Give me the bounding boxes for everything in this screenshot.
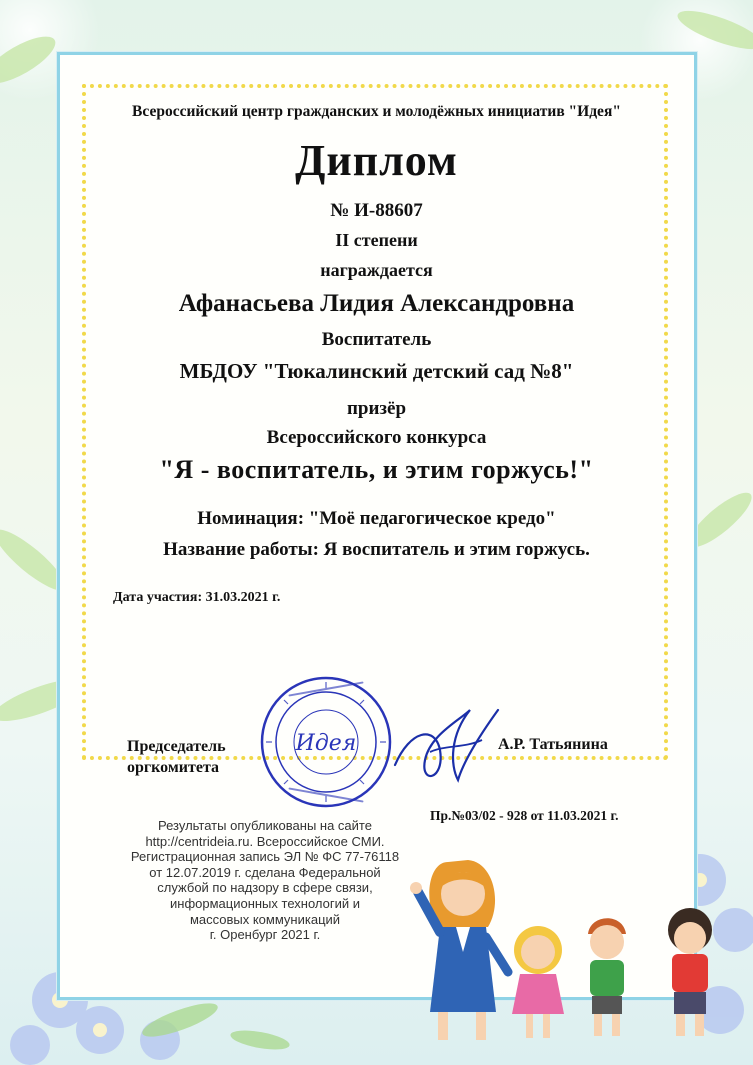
contest-name: "Я - воспитатель, и этим горжусь!" bbox=[159, 455, 594, 484]
boy-figure bbox=[588, 918, 626, 1036]
official-stamp bbox=[258, 674, 394, 810]
publication-line: http://centrideia.ru. Всероссийское СМИ. bbox=[145, 833, 385, 849]
award-place: призёр bbox=[346, 398, 407, 419]
signature bbox=[390, 690, 502, 800]
publication-line: Результаты опубликованы на сайте bbox=[158, 818, 372, 833]
order-number: Пр.№03/02 - 928 от 11.03.2021 г. bbox=[430, 808, 619, 823]
organization-name: Всероссийский центр гражданских и молодёжных инициатив "Идея" bbox=[132, 103, 621, 120]
signer-name: А.Р. Татьянина bbox=[498, 736, 608, 753]
chair-line-1: Председатель bbox=[127, 738, 226, 755]
stamp-center-text: Идея bbox=[295, 731, 357, 756]
publication-line: от 12.07.2019 г. сделана Федеральной bbox=[149, 864, 381, 880]
boy-figure bbox=[668, 908, 712, 1036]
publication-line: службой по надзору в сфере связи, bbox=[157, 880, 373, 896]
awarded-text: награждается bbox=[320, 260, 433, 280]
publication-line: массовых коммуникаций bbox=[189, 911, 341, 927]
diploma-degree: II степени bbox=[335, 230, 418, 250]
chair-line-2: оргкомитета bbox=[127, 759, 219, 776]
publication-info bbox=[112, 818, 418, 943]
institution-name: МБДОУ "Тюкалинский детский сад №8" bbox=[179, 359, 574, 383]
participation-date: Дата участия: 31.03.2021 г. bbox=[113, 590, 281, 605]
chair-title bbox=[127, 736, 226, 778]
publication-line: Регистрационная запись ЭЛ № ФС 77-76118 bbox=[130, 849, 400, 865]
teacher-figure bbox=[410, 860, 508, 1040]
work-title: Название работы: Я воспитатель и этим горжусь. bbox=[163, 539, 590, 560]
girl-figure bbox=[512, 926, 564, 1038]
publication-line: г. Оренбург 2021 г. bbox=[209, 927, 321, 943]
contest-label: Всероссийского конкурса bbox=[266, 427, 487, 448]
recipient-name: Афанасьева Лидия Александровна bbox=[178, 290, 575, 317]
publication-line: информационных технологий и bbox=[170, 895, 360, 911]
teacher-and-children-illustration bbox=[408, 842, 738, 1047]
nomination: Номинация: "Моё педагогическое кредо" bbox=[197, 508, 556, 529]
diploma-title: Диплом bbox=[295, 136, 458, 185]
recipient-position: Воспитатель bbox=[321, 329, 432, 350]
diploma-number: № И-88607 bbox=[330, 200, 423, 221]
